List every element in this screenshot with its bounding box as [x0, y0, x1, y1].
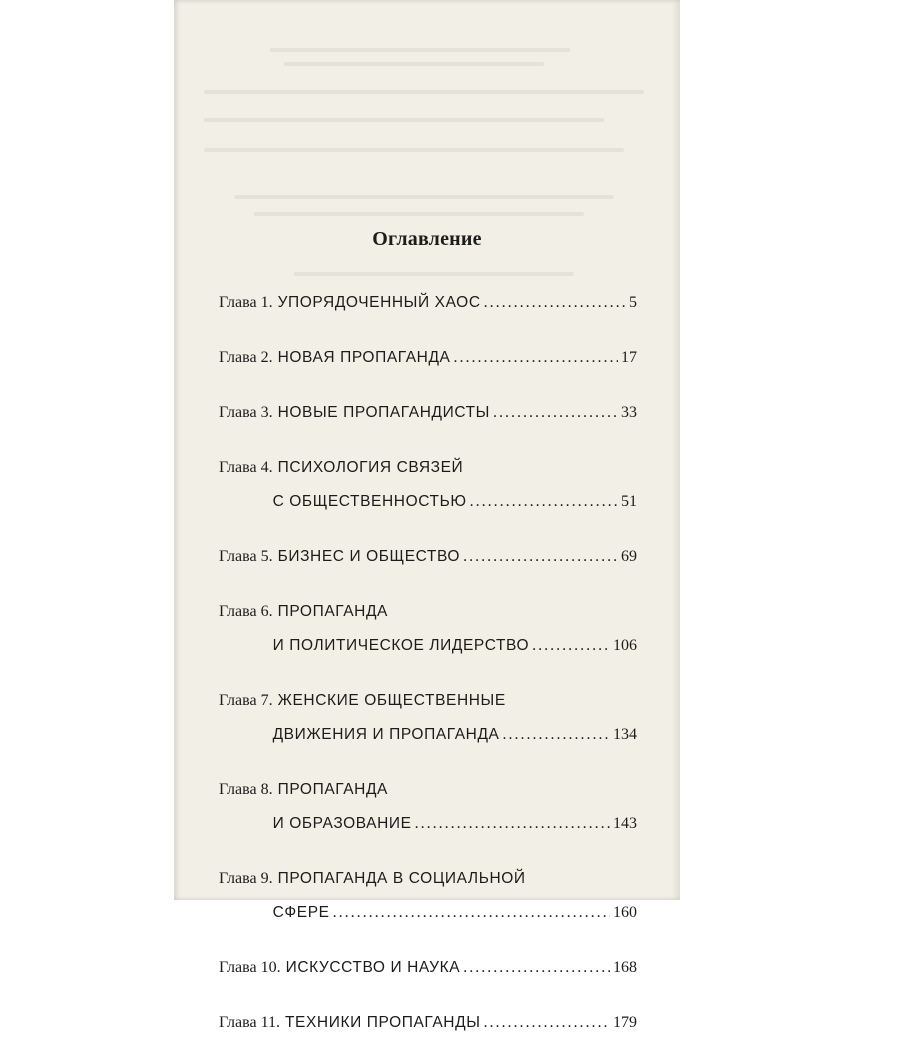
dot-leader — [470, 485, 618, 519]
chapter-number: Глава 10. — [219, 959, 281, 976]
page-number: 134 — [613, 726, 637, 743]
chapter-number: Глава 11. — [219, 1014, 280, 1031]
chapter-number: Глава 4. — [219, 459, 273, 476]
toc-entry-line — [219, 341, 637, 375]
dot-leader — [463, 540, 618, 574]
show-through-mark — [234, 195, 614, 199]
page-number: 160 — [613, 904, 637, 921]
dot-leader — [484, 286, 626, 320]
chapter-title: ПРОПАГАНДА — [277, 603, 388, 620]
page-number: 106 — [613, 637, 637, 654]
chapter-number: Глава 5. — [219, 548, 273, 565]
toc-entry-line — [219, 396, 637, 430]
chapter-title: БИЗНЕС И ОБЩЕСТВО — [277, 548, 461, 565]
dot-leader — [333, 896, 610, 930]
chapter-title: ПСИХОЛОГИЯ СВЯЗЕЙ — [277, 459, 464, 476]
page-number: 17 — [621, 349, 637, 366]
toc-entry — [219, 540, 637, 574]
chapter-title: ПРОПАГАНДА В СОЦИАЛЬНОЙ — [277, 870, 526, 887]
toc-entry — [219, 773, 637, 841]
chapter-title: ТЕХНИКИ ПРОПАГАНДЫ — [284, 1014, 481, 1031]
dot-leader — [502, 718, 610, 752]
toc-entry — [219, 451, 637, 519]
show-through-mark — [284, 62, 544, 66]
chapter-title: НОВАЯ ПРОПАГАНДА — [277, 349, 451, 366]
page-number: 143 — [613, 815, 637, 832]
dot-leader — [493, 396, 618, 430]
page-number: 5 — [629, 294, 637, 311]
show-through-mark — [204, 148, 624, 152]
toc-entry-line — [219, 1006, 637, 1040]
show-through-mark — [204, 90, 644, 94]
toc-entry — [219, 341, 637, 375]
chapter-number: Глава 8. — [219, 781, 273, 798]
page-number: 179 — [613, 1014, 637, 1031]
chapter-title: ПРОПАГАНДА — [277, 781, 388, 798]
chapter-title: УПОРЯДОЧЕННЫЙ ХАОС — [277, 294, 481, 311]
toc-entry-line — [219, 718, 637, 752]
chapter-title: И ПОЛИТИЧЕСКОЕ ЛИДЕРСТВО — [272, 637, 530, 654]
page-number: 168 — [613, 959, 637, 976]
chapter-title: И ОБРАЗОВАНИЕ — [272, 815, 412, 832]
show-through-mark — [270, 48, 570, 52]
dot-leader — [463, 951, 610, 985]
page-number: 33 — [621, 404, 637, 421]
toc-entry — [219, 862, 637, 930]
chapter-title: С ОБЩЕСТВЕННОСТЬЮ — [272, 493, 467, 510]
toc-entry — [219, 595, 637, 663]
toc-entry-line — [219, 807, 637, 841]
toc-entry-line — [219, 595, 637, 629]
chapter-title: ДВИЖЕНИЯ И ПРОПАГАНДА — [272, 726, 500, 743]
dot-leader — [454, 341, 619, 375]
toc-title: Оглавление — [372, 228, 482, 250]
show-through-mark — [204, 118, 604, 122]
toc-entry — [219, 1006, 637, 1040]
book-page — [174, 0, 680, 1031]
toc-entry-line — [219, 773, 637, 807]
toc-entry-line — [219, 862, 637, 896]
page-number: 51 — [621, 493, 637, 510]
chapter-title: ИСКУССТВО И НАУКА — [285, 959, 461, 976]
chapter-number: Глава 6. — [219, 603, 273, 620]
toc-list — [219, 286, 637, 1061]
dot-leader — [415, 807, 610, 841]
toc-entry-line — [219, 286, 637, 320]
toc-entry-line — [219, 451, 637, 485]
toc-entry — [219, 951, 637, 985]
chapter-title: ЖЕНСКИЕ ОБЩЕСТВЕННЫЕ — [277, 692, 506, 709]
toc-entry — [219, 684, 637, 752]
toc-entry-line — [219, 485, 637, 519]
show-through-mark — [254, 212, 584, 216]
toc-entry-line — [219, 951, 637, 985]
chapter-title: СФЕРЕ — [272, 904, 330, 921]
toc-entry-line — [219, 540, 637, 574]
toc-entry — [219, 396, 637, 430]
chapter-number: Глава 3. — [219, 404, 273, 421]
chapter-number: Глава 7. — [219, 692, 273, 709]
chapter-number: Глава 9. — [219, 870, 273, 887]
chapter-title: НОВЫЕ ПРОПАГАНДИСТЫ — [277, 404, 491, 421]
toc-entry — [219, 286, 637, 320]
show-through-mark — [294, 272, 574, 276]
toc-entry-line — [219, 896, 637, 930]
chapter-number: Глава 1. — [219, 294, 273, 311]
page-number: 69 — [621, 548, 637, 565]
toc-entry-line — [219, 684, 637, 718]
dot-leader — [532, 629, 610, 663]
dot-leader — [484, 1006, 610, 1040]
toc-entry-line — [219, 629, 637, 663]
chapter-number: Глава 2. — [219, 349, 273, 366]
